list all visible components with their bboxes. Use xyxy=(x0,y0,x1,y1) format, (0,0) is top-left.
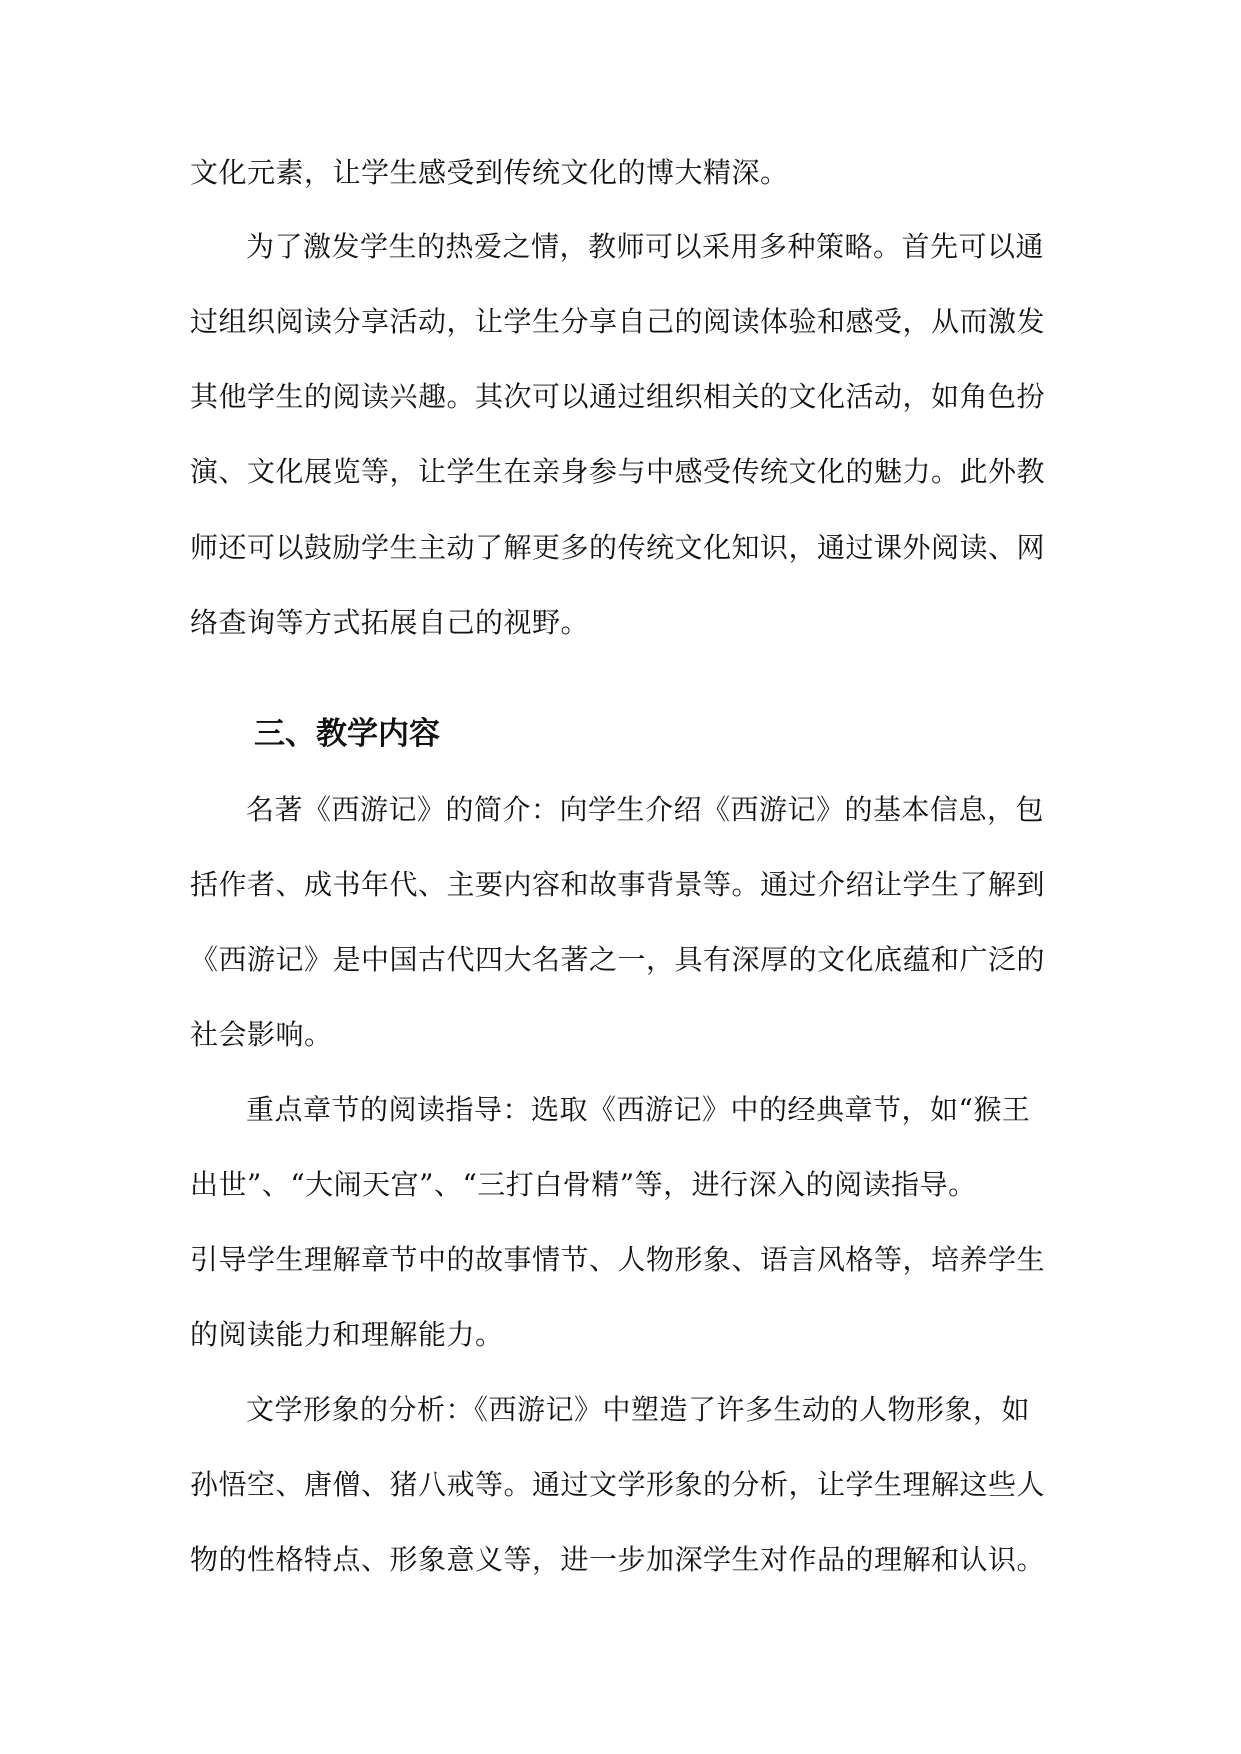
paragraph-line: 演、文化展览等，让学生在亲身参与中感受传统文化的魅力。此外教 xyxy=(190,455,1046,488)
paragraph-line: 其他学生的阅读兴趣。其次可以通过组织相关的文化活动，如角色扮 xyxy=(190,380,1046,413)
paragraph-line: 为了激发学生的热爱之情，教师可以采用多种策略。首先可以通 xyxy=(246,230,1045,263)
paragraph-line: 孙悟空、唐僧、猪八戒等。通过文学形象的分析，让学生理解这些人 xyxy=(190,1468,1046,1501)
paragraph-line: 社会影响。 xyxy=(190,1018,333,1051)
paragraph-line: 物的性格特点、形象意义等，进一步加深学生对作品的理解和认识。 xyxy=(190,1543,1046,1576)
paragraph-line: 出世”、“大闹天宫”、“三打白骨精”等，进行深入的阅读指导。 xyxy=(190,1168,977,1201)
paragraph-line: 过组织阅读分享活动，让学生分享自己的阅读体验和感受，从而激发 xyxy=(190,305,1046,338)
paragraph-line: 的阅读能力和理解能力。 xyxy=(190,1318,504,1351)
paragraph-line: 重点章节的阅读指导：选取《西游记》中的经典章节，如“猴王 xyxy=(246,1093,1031,1126)
paragraph-line: 文化元素，让学生感受到传统文化的博大精深。 xyxy=(190,156,789,189)
section-heading: 三、教学内容 xyxy=(254,716,440,752)
paragraph-line: 《西游记》是中国古代四大名著之一，具有深厚的文化底蕴和广泛的 xyxy=(190,943,1046,976)
paragraph-line: 名著《西游记》的简介：向学生介绍《西游记》的基本信息，包 xyxy=(246,793,1045,826)
paragraph-line: 师还可以鼓励学生主动了解更多的传统文化知识，通过课外阅读、网 xyxy=(190,531,1046,564)
paragraph-line: 括作者、成书年代、主要内容和故事背景等。通过介绍让学生了解到 xyxy=(190,868,1046,901)
paragraph-line: 文学形象的分析：《西游记》中塑造了许多生动的人物形象，如 xyxy=(246,1393,1031,1426)
paragraph-line: 络查询等方式拓展自己的视野。 xyxy=(190,606,590,639)
paragraph-line: 引导学生理解章节中的故事情节、人物形象、语言风格等，培养学生 xyxy=(190,1243,1046,1276)
